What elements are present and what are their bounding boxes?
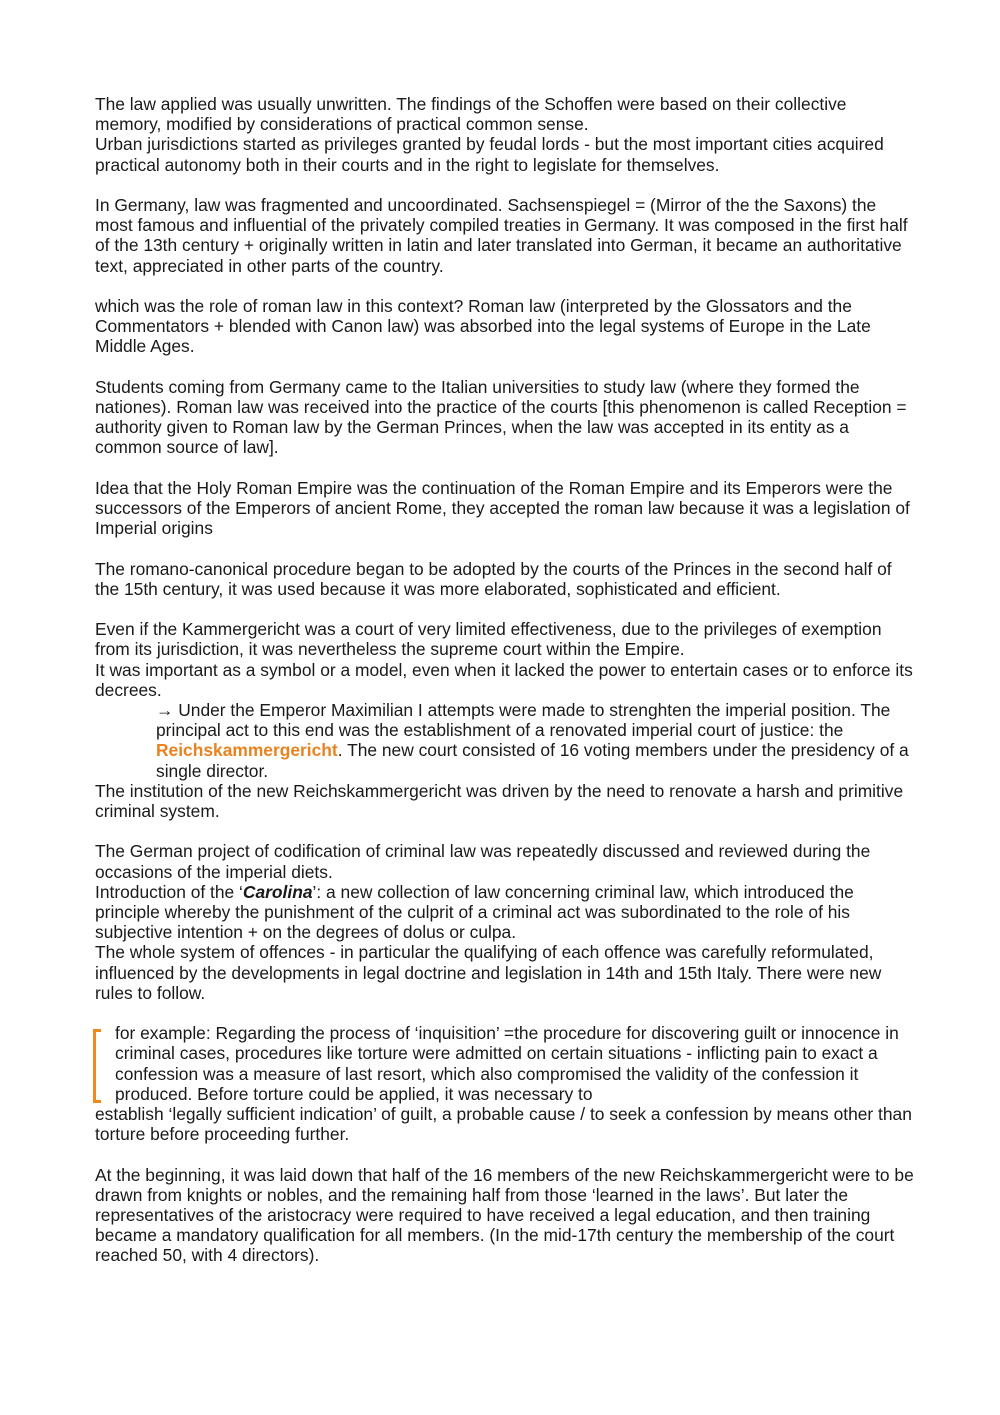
paragraph-gap bbox=[95, 175, 915, 195]
paragraph-offences: The whole system of offences - in particular the qualifying of each offence was carefully reformulated, influenced by the developments in legal doctrine and legislation in 14th and 15th Italy. There were new rules to follow. bbox=[95, 942, 882, 1003]
maximilian-text-end: . The new court consisted of 16 voting members under the presidency of a single director. bbox=[156, 740, 909, 781]
paragraph-members-composition: At the beginning, it was laid down that half of the 16 members of the new Reichskammergericht were to be drawn from knights or nobles, and the remaining half from those ‘learned in the laws’. But later the representatives of the aristocracy were required to have received a legal education, and then training became a mandatory qualification for all members. (In the mid-17th century the membership of the court reached 50, with 4 directors). bbox=[95, 1164, 914, 1266]
paragraph-reception: Students coming from Germany came to the Italian universities to study law (where they formed the nationes). Roman law was received into the practice of the courts [this phenomenon is called Reception = authority given to Roman law by the German Princes, when the law was accepted in its entity as a common source of law]. bbox=[95, 376, 907, 458]
paragraph-codification: The German project of codification of criminal law was repeatedly discussed and reviewed during the occasions of the imperial diets. bbox=[95, 841, 871, 882]
bracketed-note bbox=[95, 1023, 915, 1104]
paragraph-inquisition-rest: establish ‘legally sufficient indication’ of guilt, a probable cause / to seek a confession by means other than torture before proceeding further. bbox=[95, 1104, 912, 1145]
document-page bbox=[95, 94, 915, 1266]
maximilian-text-start: → Under the Emperor Maximilian I attempts were made to strenghten the imperial position. The principal act to this end was the establishment of a renovated imperial court of justice: the bbox=[156, 700, 891, 741]
paragraph-roman-law-role: which was the role of roman law in this context? Roman law (interpreted by the Glossators and the Commentators + blended with Canon law) was absorbed into the legal systems of Europe in the Late Middle Ages. bbox=[95, 296, 871, 357]
paragraph-gap bbox=[95, 1144, 915, 1164]
carolina-text-end: ’: a new collection of law concerning criminal law, which introduced the principle whereby the punishment of the culprit of a criminal act was subordinated to the role of his subjective intention + on the degrees of dolus or culpa. bbox=[95, 881, 854, 943]
carolina-text-start: Introduction of the ‘ bbox=[95, 881, 243, 902]
paragraph-holy-roman-empire: Idea that the Holy Roman Empire was the continuation of the Roman Empire and its Emperors were the successors of the Emperors of ancient Rome, they accepted the roman law because it was a legislation of Imperial origins bbox=[95, 477, 910, 539]
paragraph-gap bbox=[95, 538, 915, 558]
paragraph-inquisition-bracketed: for example: Regarding the process of ‘inquisition’ =the procedure for discovering guilt or innocence in criminal cases, procedures like torture were admitted on certain situations - inflicting pain to exact a confession was a measure of last resort, which also compromised the validity of the confession it produced. Before torture could be applied, it was necessary to bbox=[115, 1023, 899, 1104]
paragraph-symbol-model: It was important as a symbol or a model, even when it lacked the power to entertain cases or to enforce its decrees. bbox=[95, 659, 913, 700]
paragraph-gap bbox=[95, 458, 915, 478]
paragraph-urban-jurisdictions: Urban jurisdictions started as privileges granted by feudal lords - but the most important cities acquired practical autonomy both in their courts and in the right to legislate for themselves. bbox=[95, 134, 884, 175]
paragraph-gap bbox=[95, 599, 915, 619]
paragraph-institution: The institution of the new Reichskammergericht was driven by the need to renovate a harsh and primitive criminal system. bbox=[95, 780, 904, 822]
paragraph-gap bbox=[95, 357, 915, 377]
carolina-emphasis: Carolina bbox=[242, 881, 313, 902]
paragraph-carolina bbox=[95, 882, 915, 943]
paragraph-gap bbox=[95, 821, 915, 841]
paragraph-sachsenspiegel: In Germany, law was fragmented and uncoordinated. Sachsenspiegel = (Mirror of the the Saxons) the most famous and influential of the privately compiled treaties in Germany. It was composed in the first half of the 13th century + originally written in latin and later translated into German, it became an authoritative text, appreciated in other parts of the country. bbox=[95, 195, 908, 276]
paragraph-gap bbox=[95, 1003, 915, 1023]
paragraph-gap bbox=[95, 276, 915, 296]
paragraph-unwritten-law: The law applied was usually unwritten. The findings of the Schoffen were based on their collective memory, modified by considerations of practical common sense. bbox=[95, 94, 847, 135]
reichskammergericht-highlight: Reichskammergericht bbox=[156, 740, 338, 761]
orange-bracket-marker bbox=[93, 1029, 101, 1103]
paragraph-romano-canonical: The romano-canonical procedure began to be adopted by the courts of the Princes in the second half of the 15th century, it was used because it was more elaborated, sophisticated and efficient. bbox=[95, 558, 892, 599]
paragraph-kammergericht: Even if the Kammergericht was a court of very limited effectiveness, due to the privileges of exemption from its jurisdiction, it was nevertheless the supreme court within the Empire. bbox=[95, 619, 882, 660]
paragraph-maximilian-indented bbox=[95, 700, 915, 781]
